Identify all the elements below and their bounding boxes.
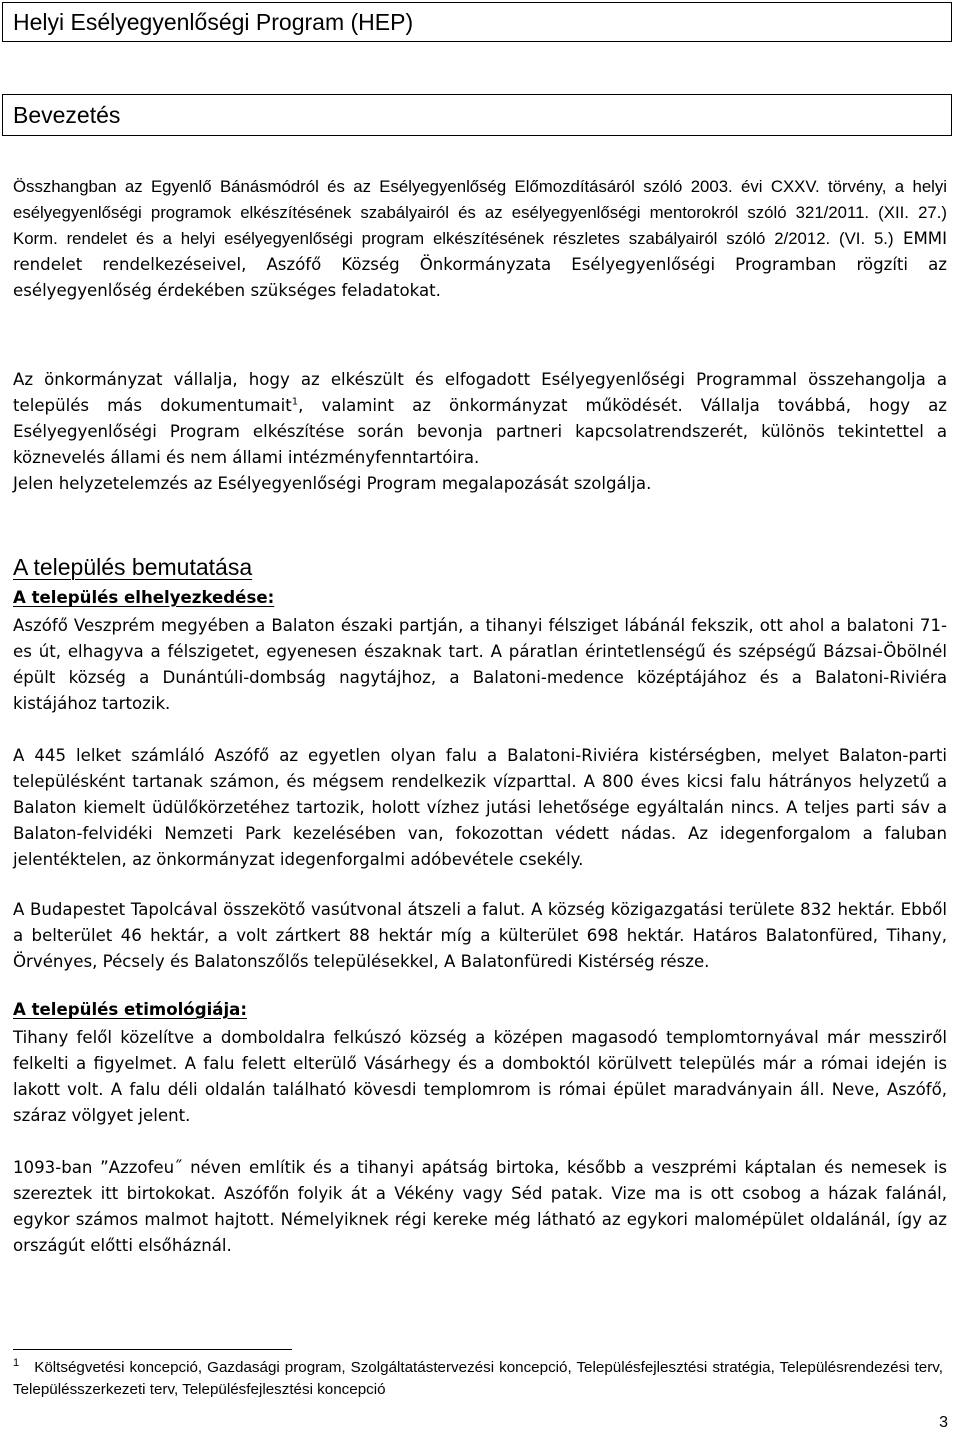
etymology-paragraph-1: Tihany felől közelítve a domboldalra felkúszó község a középen magasodó templomtornyával már messziről felkelti a figyelmet. A falu felett elterülő Vásárhegy és a domboktól körülvett település már a római idején is lakott volt. A falu déli oldalán található kövesdi templomrom is római épület maradványain áll. Neve, Aszófő, száraz völgyet jelent. [13,1028,947,1126]
footnote-text: Költségvetési koncepció, Gazdasági program, Szolgáltatástervezési koncepció, Településfejlesztési stratégia, Településrendezési terv, Településszerkezeti terv, Településfejlesztési koncepció [13,1359,943,1398]
location-paragraph-3: A Budapestet Tapolcával összekötő vasútvonal átszeli a falut. A község közigazgatási területe 832 hektár. Ebből a belterület 46 hektár, a volt zártkert 88 hektár míg a külterület 698 hektár. Határos Balatonfüred, Tihany, Örvényes, Pécsely és Balatonszőlős településekkel, A Balatonfüredi Kistérség része. [13,900,947,972]
page-number: 3 [939,1414,948,1431]
footnote-number: 1 [13,1356,20,1369]
etymology-heading: A település etimológiája: [13,1000,247,1019]
etymology-paragraph-2: 1093-ban ˮAzzofeu˝ néven említik és a tihanyi apátság birtoka, később a veszprémi káptalan és nemesek is szereztek itt birtokokat. Aszófőn folyik át a Vékény vagy Séd patak. Vize ma is ott csobog a házak falánál, egykor számos malmot hajtott. Némelyiknek régi kereke még látható az egykori malomépület oldalánál, így az országút előtti elsőháznál. [13,1158,947,1256]
intro-heading-box [2,94,952,136]
location-heading: A település elhelyezkedése: [13,588,275,607]
footnote [13,1357,943,1401]
intro-paragraph-2-rest: , valamint az önkormányzat működését. Vállalja továbbá, hogy az Esélyegyenlőségi Program elkészítése során bevonja partneri kapcsolatrendszerét, különös tekintettel a köznevelés állami és nem állami intézményfenntartóira. [13,396,947,468]
footnote-separator [13,1349,292,1350]
document-title: Helyi Esélyegyenlőségi Program (HEP) [13,9,414,35]
intro-paragraph-1-part1: Összhangban az Egyenlő Bánásmódról és az Esélyegyenlőség Előmozdításáról szóló 2003. évi CXXV. törvény, a helyi esélyegyenlőségi programok elkészítésének szabályairól és az esélyegyenlőségi mentorokról szóló 321/2011. (XII. 27.) Korm. rendelet és a helyi esélyegyenlőségi program elkészítésének részletes szabályairól szóló 2/2012. (VI. 5.) [13,177,947,249]
document-title-box [2,2,952,42]
intro-paragraph-2 [13,367,947,471]
intro-paragraph-2-text: Az önkormányzat vállalja, hogy az elkészült és elfogadott Esélyegyenlőségi Programmal összehangolja a település más dokumentumait [13,370,947,416]
intro-paragraph-1-part2: EMMI rendelet rendelkezéseivel, Aszófő Község Önkormányzata Esélyegyenlőségi Programban rögzíti az esélyegyenlőség érdekében szükséges feladatokat. [13,229,947,301]
intro-paragraph-3: Jelen helyzetelemzés az Esélyegyenlőségi Program megalapozását szolgálja. [13,474,652,493]
section-heading: A település bemutatása [13,554,253,580]
location-paragraph-1: Aszófő Veszprém megyében a Balaton északi partján, a tihanyi félsziget lábánál fekszik, ott ahol a balatoni 71-es út, elhagyva a félszigetet, egyenesen északnak tart. A páratlan érintetlenségű és szépségű Bázsai-Öbölnél épült község a Dunántúli-dombság nagytájhoz, a Balatoni-medence középtájához és a Balatoni-Riviéra kistájához tartozik. [13,616,947,714]
intro-heading: Bevezetés [13,102,121,128]
location-paragraph-2: A 445 lelket számláló Aszófő az egyetlen olyan falu a Balatoni-Riviéra kistérségben, melyet Balaton-parti településként tartanak számon, és mégsem rendelkezik vízparttal. A 800 éves kicsi falu hátrányos helyzetű a Balaton kiemelt üdülőkörzetéhez tartozik, holott vízhez jutási lehetősége egyáltalán nincs. A teljes parti sáv a Balaton-felvidéki Nemzeti Park kezelésében van, fokozottan védett nádas. Az idegenforgalom a faluban jelentéktelen, az önkormányzat idegenforgalmi adóbevétele csekély. [13,746,947,870]
intro-paragraph-1 [13,174,947,304]
footnote-reference: 1 [291,396,299,408]
